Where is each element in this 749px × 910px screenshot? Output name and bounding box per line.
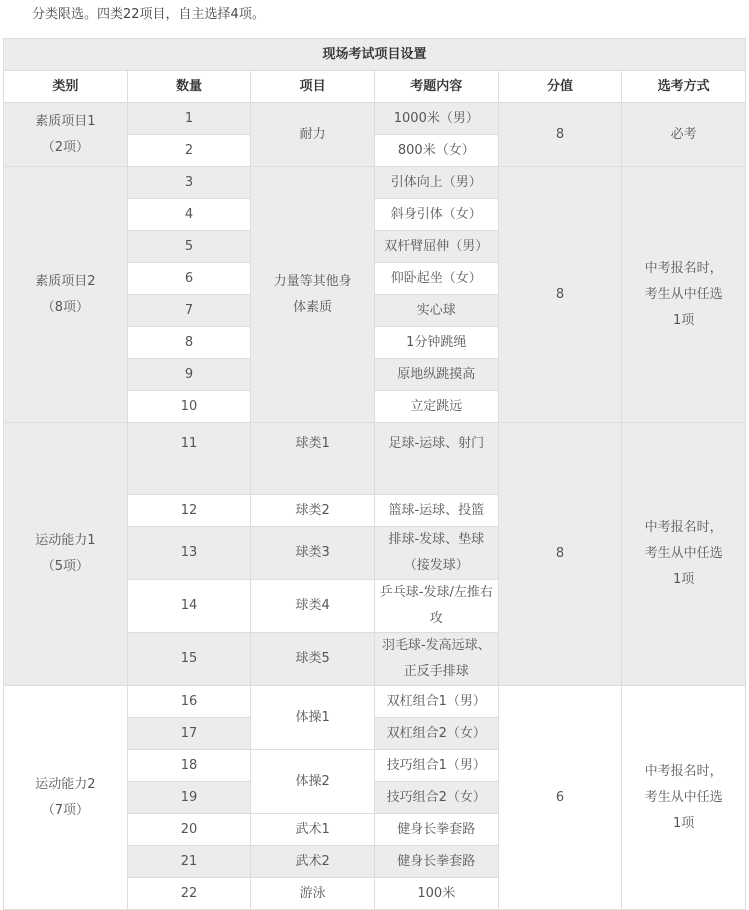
project-cell (251, 167, 375, 423)
selection-method-cell (622, 686, 746, 910)
project-cell (251, 846, 375, 878)
item-number-cell: 2 (127, 135, 251, 167)
category-cell (4, 686, 128, 910)
item-number-cell: 9 (127, 359, 251, 391)
exam-content-cell: 实心球 (374, 295, 498, 327)
exam-content-cell: 双杆臂屈伸（男） (374, 231, 498, 263)
project-cell (251, 878, 375, 910)
cell-text-line: 运动能力1 (35, 533, 96, 548)
cell-text-line: 武术2 (295, 853, 330, 869)
table-row (4, 423, 746, 495)
header-category: 类别 (4, 71, 128, 103)
project-cell (251, 750, 375, 814)
exam-content-cell: 1000米（男） (374, 103, 498, 135)
cell-text-line: 考生从中任选 (644, 286, 723, 302)
cell-text-line: （8项） (41, 299, 89, 315)
cell-text-line: 必考 (670, 126, 697, 142)
category-cell (4, 423, 128, 686)
cell-text-line: （5项） (41, 559, 89, 574)
project-cell (251, 686, 375, 750)
item-number-cell: 12 (127, 495, 251, 527)
project-cell (251, 527, 375, 580)
category-cell (4, 167, 128, 423)
cell-text-line: 力量等其他身 (273, 273, 352, 289)
cell-text-line: 1项 (673, 312, 695, 328)
item-number-cell: 18 (127, 750, 251, 782)
table-title: 现场考试项目设置 (4, 39, 746, 71)
cell-text-line: （7项） (41, 802, 89, 818)
exam-content-cell: 足球-运球、射门 (374, 423, 498, 495)
item-number-cell: 21 (127, 846, 251, 878)
score-cell: 8 (498, 423, 622, 686)
item-number-cell: 7 (127, 295, 251, 327)
item-number-cell: 15 (127, 633, 251, 686)
header-content: 考题内容 (374, 71, 498, 103)
exam-content-cell: 健身长拳套路 (374, 814, 498, 846)
exam-content-cell: 排球-发球、垫球（接发球） (374, 527, 498, 580)
item-number-cell: 19 (127, 782, 251, 814)
cell-text-line: 耐力 (299, 126, 326, 142)
exam-content-cell: 引体向上（男） (374, 167, 498, 199)
header-score: 分值 (498, 71, 622, 103)
cell-text-line: （2项） (41, 139, 89, 155)
exam-content-cell: 100米 (374, 878, 498, 910)
item-number-cell: 13 (127, 527, 251, 580)
exam-items-table (3, 38, 746, 910)
cell-text-line: 游泳 (299, 885, 326, 901)
cell-text-line: 中考报名时， (644, 763, 723, 779)
project-cell (251, 103, 375, 167)
cell-text-line: 1项 (673, 572, 695, 587)
item-number-cell: 10 (127, 391, 251, 423)
item-number-cell: 17 (127, 718, 251, 750)
project-cell (251, 495, 375, 527)
header-project: 项目 (251, 71, 375, 103)
item-number-cell: 20 (127, 814, 251, 846)
table-header-row (4, 71, 746, 103)
cell-text-line: 球类4 (295, 598, 330, 613)
exam-content-cell: 原地纵跳摸高 (374, 359, 498, 391)
score-cell: 6 (498, 686, 622, 910)
exam-content-cell: 800米（女） (374, 135, 498, 167)
exam-content-cell: 双杠组合2（女） (374, 718, 498, 750)
exam-content-cell: 双杠组合1（男） (374, 686, 498, 718)
header-count: 数量 (127, 71, 251, 103)
project-cell (251, 814, 375, 846)
table-title-row (4, 39, 746, 71)
item-number-cell: 5 (127, 231, 251, 263)
intro-text: 分类限选。四类22项目，自主选择4项。 (32, 7, 265, 22)
exam-content-cell: 健身长拳套路 (374, 846, 498, 878)
exam-content-cell: 乒乓球-发球/左推右攻 (374, 580, 498, 633)
table-row (4, 103, 746, 135)
selection-method-cell (622, 423, 746, 686)
cell-text-line: 中考报名时， (644, 260, 723, 276)
cell-text-line: 1项 (673, 815, 695, 831)
exam-content-cell: 1分钟跳绳 (374, 327, 498, 359)
item-number-cell: 16 (127, 686, 251, 718)
item-number-cell: 14 (127, 580, 251, 633)
category-cell (4, 103, 128, 167)
project-cell (251, 423, 375, 495)
cell-text-line: 考生从中任选 (644, 789, 723, 805)
exam-content-cell: 斜身引体（女） (374, 199, 498, 231)
project-cell (251, 633, 375, 686)
selection-method-cell (622, 167, 746, 423)
selection-method-cell (622, 103, 746, 167)
cell-text-line: 素质项目1 (35, 113, 96, 129)
cell-text-line: 素质项目2 (35, 273, 96, 289)
item-number-cell: 22 (127, 878, 251, 910)
score-cell: 8 (498, 167, 622, 423)
cell-text-line: 武术1 (295, 821, 330, 837)
cell-text-line: 体素质 (293, 299, 333, 315)
cell-text-line: 中考报名时， (644, 520, 723, 535)
score-cell: 8 (498, 103, 622, 167)
cell-text-line: 考生从中任选 (644, 546, 723, 561)
cell-text-line: 运动能力2 (35, 776, 96, 792)
cell-text-line: 球类2 (295, 502, 330, 518)
cell-text-line: 体操2 (295, 773, 330, 789)
cell-text-line: 球类3 (295, 545, 330, 560)
item-number-cell: 4 (127, 199, 251, 231)
project-cell (251, 580, 375, 633)
exam-content-cell: 立定跳远 (374, 391, 498, 423)
cell-text-line: 体操1 (295, 709, 330, 725)
exam-content-cell: 技巧组合1（男） (374, 750, 498, 782)
cell-text-line: 球类5 (295, 651, 330, 666)
exam-content-cell: 技巧组合2（女） (374, 782, 498, 814)
cell-text-line: 球类1 (295, 436, 330, 451)
header-method: 选考方式 (622, 71, 746, 103)
item-number-cell: 8 (127, 327, 251, 359)
item-number-cell: 1 (127, 103, 251, 135)
exam-content-cell: 羽毛球-发高远球、正反手排球 (374, 633, 498, 686)
exam-content-cell: 篮球-运球、投篮 (374, 495, 498, 527)
item-number-cell: 6 (127, 263, 251, 295)
exam-content-cell: 仰卧起坐（女） (374, 263, 498, 295)
table-row (4, 686, 746, 718)
table-row (4, 167, 746, 199)
item-number-cell: 3 (127, 167, 251, 199)
item-number-cell: 11 (127, 423, 251, 495)
